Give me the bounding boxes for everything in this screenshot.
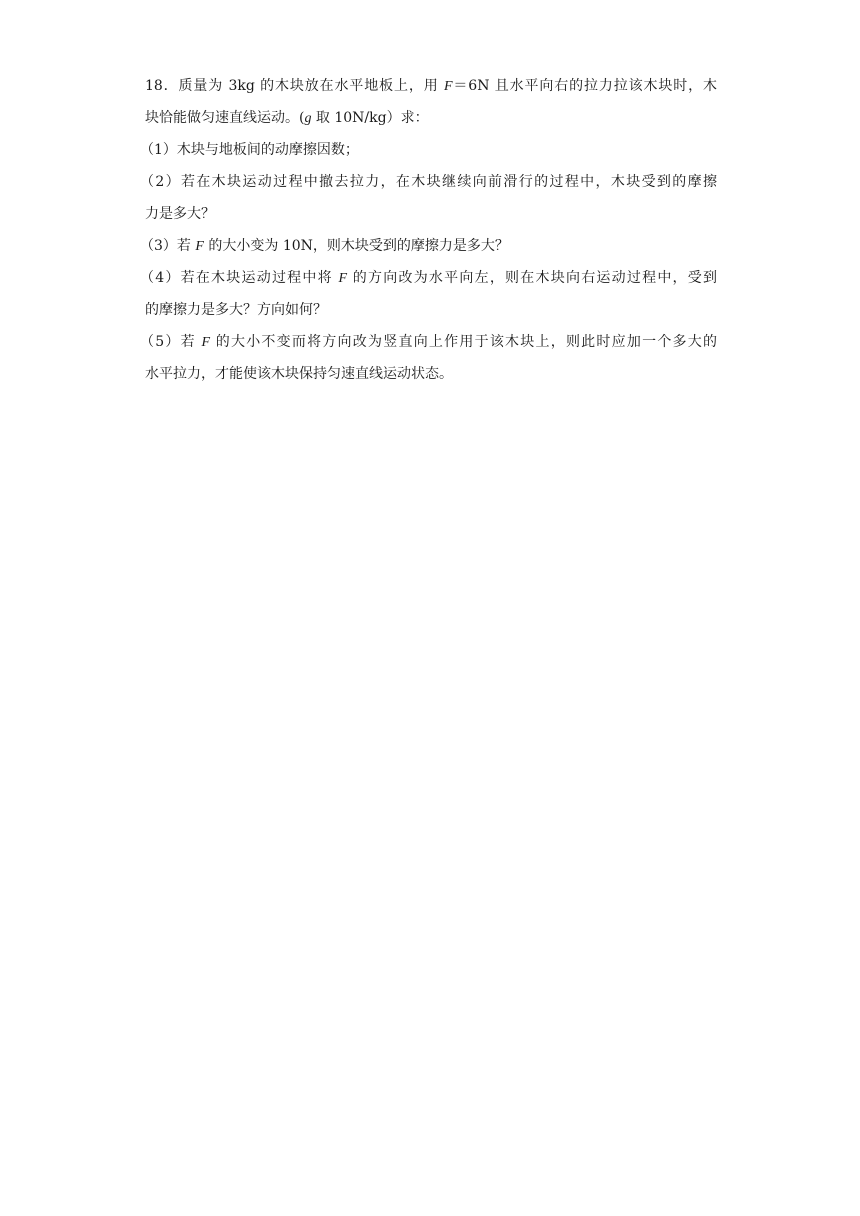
sub-question-2-line-2	[145, 198, 717, 230]
sub-question-text: （5）若	[140, 334, 202, 350]
intro-text: 取 10N/kg）求：	[311, 110, 429, 126]
sub-question-text: 的摩擦力是多大？方向如何？	[145, 302, 327, 318]
sub-question-text: 的方向改为水平向左，则在木块向右运动过程中，受到	[347, 270, 718, 286]
sub-question-text: 的大小变为 10N，则木块受到的摩擦力是多大？	[203, 238, 509, 254]
intro-text: ＝6N 且水平向右的拉力拉该木块时，木	[452, 78, 717, 94]
sub-question-text: 水平拉力，才能使该木块保持匀速直线运动状态。	[145, 366, 453, 382]
force-variable: F	[201, 335, 211, 350]
sub-question-text: 的大小不变而将方向改为竖直向上作用于该木块上，则此时应加一个多大的	[210, 334, 718, 350]
question-18	[140, 70, 718, 390]
force-variable: F	[338, 271, 348, 286]
sub-question-3	[140, 230, 717, 262]
question-intro-line-2	[145, 102, 717, 134]
sub-question-5-line-2	[145, 358, 717, 390]
intro-text: 块恰能做匀速直线运动。(	[145, 110, 305, 126]
sub-question-1	[140, 134, 717, 166]
sub-question-text: （4）若在木块运动过程中将	[140, 270, 339, 286]
question-intro-line-1	[145, 70, 717, 102]
sub-question-text: （2）若在木块运动过程中撤去拉力，在木块继续向前滑行的过程中，木块受到的摩擦	[140, 174, 717, 190]
intro-text: 18．质量为 3kg 的木块放在水平地板上，用	[145, 78, 444, 94]
sub-question-4-line-2	[145, 294, 717, 326]
gravity-variable: g	[304, 111, 312, 126]
sub-question-2-line-1	[140, 166, 717, 198]
sub-question-text: （3）若	[140, 238, 196, 254]
force-variable: F	[443, 79, 453, 94]
sub-question-text: （1）木块与地板间的动摩擦因数；	[140, 142, 359, 158]
sub-question-5-line-1	[140, 326, 717, 358]
force-variable: F	[195, 239, 204, 254]
sub-question-4-line-1	[140, 262, 717, 294]
sub-question-text: 力是多大？	[145, 206, 215, 222]
